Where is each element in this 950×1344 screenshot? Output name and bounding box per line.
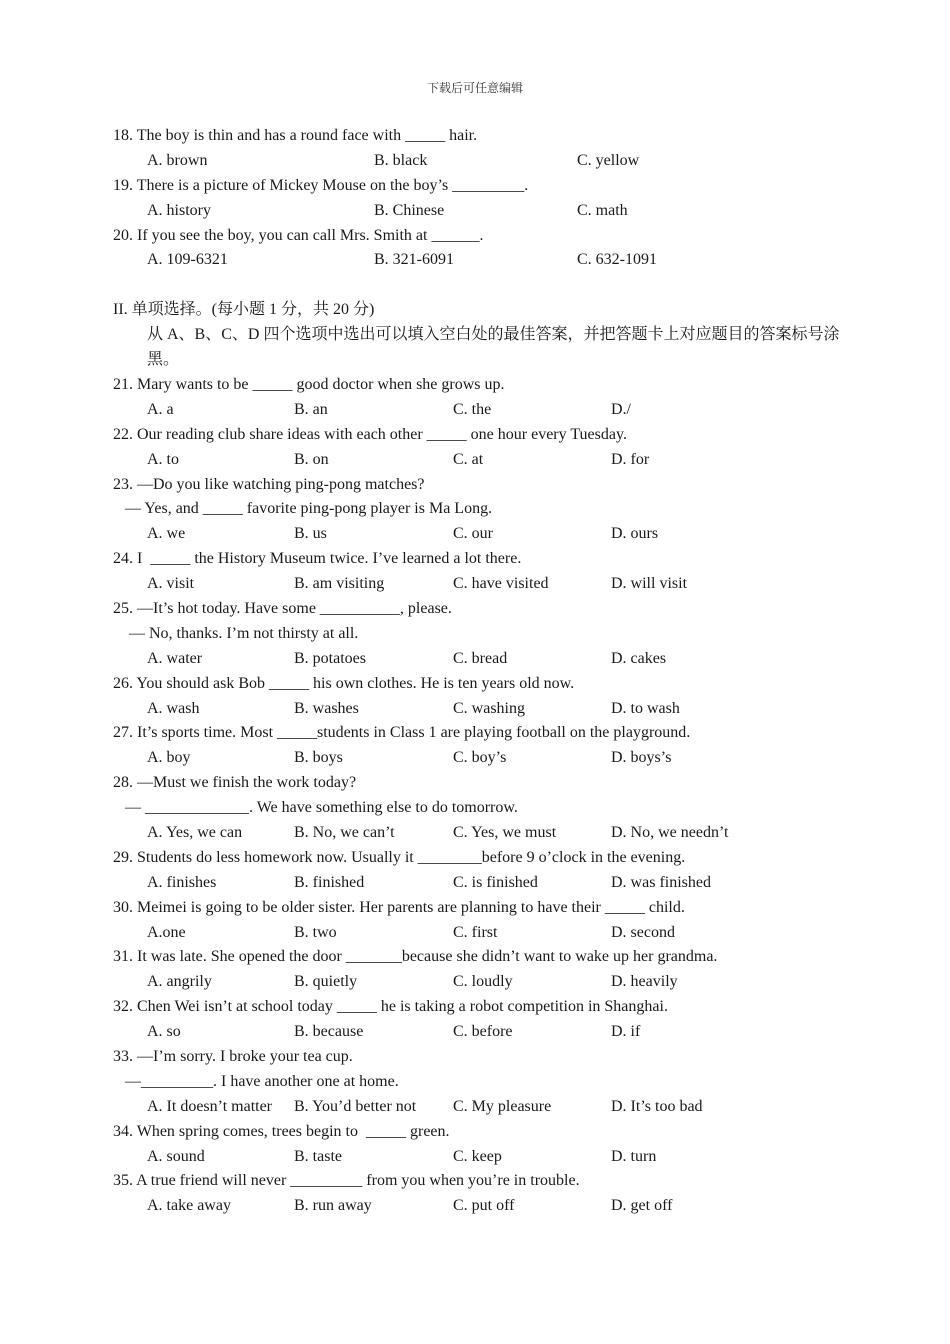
question-block <box>113 124 853 174</box>
options-row <box>113 821 853 846</box>
option: D. get off <box>611 1197 673 1215</box>
option: D. ours <box>611 525 659 543</box>
question-block <box>113 224 853 274</box>
options-row <box>113 1020 853 1045</box>
question-block <box>113 896 853 946</box>
question-block <box>113 945 853 995</box>
dialogue-line: — No, thanks. I’m not thirsty at all. <box>125 624 359 642</box>
option: D. turn <box>611 1147 657 1165</box>
question-block <box>113 672 853 722</box>
option: C. our <box>453 525 493 543</box>
option: B. 321-6091 <box>374 251 454 269</box>
options-row <box>113 149 853 174</box>
option: C. keep <box>453 1147 502 1165</box>
option: A. angrily <box>147 973 212 991</box>
dialogue-line: —_________. I have another one at home. <box>125 1072 399 1090</box>
option: C. bread <box>453 649 508 667</box>
section-spacer <box>113 273 853 298</box>
option: C. the <box>453 400 492 418</box>
option: A. we <box>147 525 186 543</box>
question-block <box>113 1169 853 1219</box>
option: C. math <box>577 201 628 219</box>
question-block <box>113 846 853 896</box>
options-row <box>113 1145 853 1170</box>
option: A. sound <box>147 1147 205 1165</box>
question-block <box>113 423 853 473</box>
option: D. No, we needn’t <box>611 823 729 841</box>
option: B. washes <box>294 699 359 717</box>
page-header: 下载后可任意编辑 <box>426 81 523 95</box>
options-row <box>113 572 853 597</box>
question-block <box>113 373 853 423</box>
option: D. for <box>611 450 650 468</box>
options-row <box>113 522 853 547</box>
options-row <box>113 448 853 473</box>
question-block <box>113 547 853 597</box>
question-text: 34. When spring comes, trees begin to _____ green. <box>113 1122 450 1140</box>
option: B. us <box>294 525 327 543</box>
option: D. heavily <box>611 973 678 991</box>
option: D. boys’s <box>611 749 672 767</box>
option: A. so <box>147 1023 181 1041</box>
option: B. boys <box>294 749 343 767</box>
option: C. washing <box>453 699 525 717</box>
option: A. to <box>147 450 179 468</box>
option: A. a <box>147 400 174 418</box>
dialogue-line: — Yes, and _____ favorite ping-pong player is Ma Long. <box>125 500 493 518</box>
option: D. cakes <box>611 649 667 667</box>
exam-content <box>113 124 853 1219</box>
question-text: 19. There is a picture of Mickey Mouse on the boy’s _________. <box>113 176 529 194</box>
option: B. You’d better not <box>294 1097 417 1115</box>
option: D. second <box>611 923 675 941</box>
option: B. run away <box>294 1197 372 1215</box>
question-text: 26. You should ask Bob _____ his own clothes. He is ten years old now. <box>113 674 575 692</box>
option: D. will visit <box>611 575 688 593</box>
option: D. It’s too bad <box>611 1097 703 1115</box>
question-text: 22. Our reading club share ideas with each other _____ one hour every Tuesday. <box>113 425 627 443</box>
option: B. am visiting <box>294 575 385 593</box>
option: D. was finished <box>611 873 711 891</box>
option: C. before <box>453 1023 513 1041</box>
option: B. finished <box>294 873 365 891</box>
option: B. two <box>294 923 337 941</box>
dialogue-line: — _____________. We have something else to do tomorrow. <box>125 799 518 817</box>
options-row <box>113 921 853 946</box>
options-row <box>113 746 853 771</box>
option: B. black <box>374 151 428 169</box>
question-text: 18. The boy is thin and has a round face with _____ hair. <box>113 127 478 144</box>
option: C. is finished <box>453 873 538 891</box>
option: A. visit <box>147 575 195 593</box>
option: C. loudly <box>453 973 513 991</box>
question-block <box>113 1045 853 1120</box>
question-block <box>113 995 853 1045</box>
question-text: 30. Meimei is going to be older sister. Her parents are planning to have their _____ child. <box>113 898 685 916</box>
options-row <box>113 970 853 995</box>
part1-questions <box>113 124 853 273</box>
option: A. boy <box>147 749 191 767</box>
section-title: II. 单项选择。(每小题 1 分，共 20 分) <box>113 301 375 319</box>
option: A. finishes <box>147 873 217 891</box>
options-row <box>113 1194 853 1219</box>
question-text: 21. Mary wants to be _____ good doctor when she grows up. <box>113 375 505 393</box>
option: C. Yes, we must <box>453 823 557 841</box>
option: C. 632-1091 <box>577 251 657 269</box>
option: C. first <box>453 923 498 941</box>
option: B. on <box>294 450 329 468</box>
option: B. Chinese <box>374 201 445 219</box>
option: A.one <box>147 923 186 941</box>
options-row <box>113 199 853 224</box>
question-text: 32. Chen Wei isn’t at school today _____ he is taking a robot competition in Shanghai. <box>113 998 668 1016</box>
option: C. at <box>453 450 484 468</box>
question-text: 35. A true friend will never _________ from you when you’re in trouble. <box>113 1172 580 1190</box>
options-row <box>113 647 853 672</box>
option: A. water <box>147 649 203 667</box>
question-text: 28. —Must we finish the work today? <box>113 774 357 792</box>
question-block <box>113 473 853 548</box>
option: C. yellow <box>577 151 640 169</box>
question-text: 29. Students do less homework now. Usually it ________before 9 o’clock in the evening. <box>113 848 686 866</box>
question-text: 25. —It’s hot today. Have some __________, please. <box>113 599 452 617</box>
question-block <box>113 1120 853 1170</box>
options-row <box>113 248 853 273</box>
option: D./ <box>611 400 631 418</box>
question-text: 31. It was late. She opened the door _______because she didn’t want to wake up her grandma. <box>113 948 718 966</box>
option: C. have visited <box>453 575 549 593</box>
option: B. because <box>294 1023 364 1041</box>
options-row <box>113 1095 853 1120</box>
option: A. history <box>147 201 211 219</box>
question-text: 20. If you see the boy, you can call Mrs. Smith at ______. <box>113 226 484 244</box>
option: C. boy’s <box>453 749 507 767</box>
option: A. Yes, we can <box>147 823 243 841</box>
option: A. brown <box>147 151 208 169</box>
option: D. to wash <box>611 699 680 717</box>
options-row <box>113 871 853 896</box>
question-block <box>113 174 853 224</box>
question-text: 33. —I’m sorry. I broke your tea cup. <box>113 1047 353 1065</box>
option: B. an <box>294 400 328 418</box>
option: B. No, we can’t <box>294 823 395 841</box>
option: C. put off <box>453 1197 515 1215</box>
options-row <box>113 697 853 722</box>
options-row <box>113 398 853 423</box>
option: B. quietly <box>294 973 358 991</box>
question-block <box>113 597 853 672</box>
question-text: 27. It’s sports time. Most _____students in Class 1 are playing football on the playground. <box>113 724 691 742</box>
option: A. take away <box>147 1197 231 1215</box>
part2-questions <box>113 373 853 1219</box>
option: A. wash <box>147 699 200 717</box>
option: B. potatoes <box>294 649 366 667</box>
question-text: 24. I _____ the History Museum twice. I’ve learned a lot there. <box>113 550 522 568</box>
question-block <box>113 721 853 771</box>
question-block <box>113 771 853 846</box>
option: A. It doesn’t matter <box>147 1097 273 1115</box>
question-text: 23. —Do you like watching ping-pong matches? <box>113 475 425 493</box>
option: B. taste <box>294 1147 342 1165</box>
option: C. My pleasure <box>453 1097 552 1115</box>
section-instruction: 从 A、B、C、D 四个选项中选出可以填入空白处的最佳答案，并把答题卡上对应题目的答案标号涂黑。 <box>147 326 840 369</box>
option: D. if <box>611 1023 641 1041</box>
option: A. 109-6321 <box>147 251 228 269</box>
